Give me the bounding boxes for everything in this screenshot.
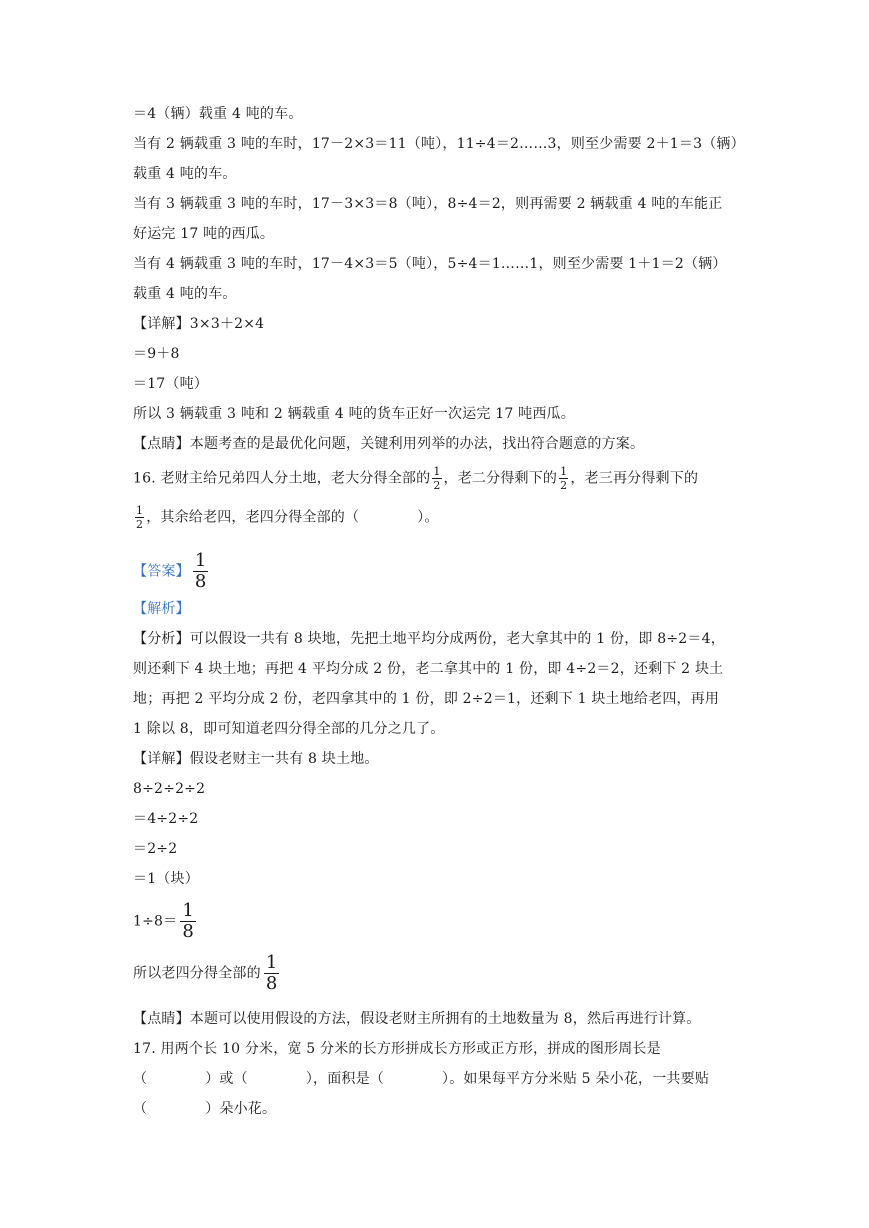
calc-line: ＝4÷2÷2 — [133, 811, 199, 827]
text-line: ＝4（辆）载重 4 吨的车。 — [133, 106, 303, 122]
text-line: 好运完 17 吨的西瓜。 — [133, 226, 275, 242]
analysis-line: 则还剩下 4 块土地；再把 4 平均分成 2 份，老二拿其中的 1 份，即 4÷2＝2，还剩下 2 块土 — [133, 661, 724, 677]
analysis-line: 1 除以 8，即可知道老四分得全部的几分之几了。 — [133, 721, 445, 737]
fraction-one-eighth: $\frac{1}{8}$ — [194, 550, 207, 592]
question-16-line-1 — [133, 466, 698, 491]
question-text: ，其余给老四，老四分得全部的（ — [146, 509, 360, 526]
calc-line: ＝2÷2 — [133, 841, 178, 857]
answer-line — [133, 552, 211, 591]
question-text: ）。 — [417, 509, 439, 526]
analysis-tag: 【解析】 — [133, 601, 190, 617]
calc-line: ＝17（吨） — [133, 376, 209, 392]
answer-tag: 【答案】 — [133, 563, 190, 580]
fraction-one-eighth: $\frac{1}{8}$ — [182, 900, 195, 942]
fraction-one-half: $\frac{1}{2}$ — [136, 504, 144, 531]
fraction-one-eighth: $\frac{1}{8}$ — [265, 952, 278, 994]
fraction-one-half: $\frac{1}{2}$ — [433, 465, 441, 492]
detail-line: 【详解】3×3＋2×4 — [133, 316, 265, 332]
text-line: 当有 3 辆载重 3 吨的车时，17－3×3＝8（吨），8÷4＝2，则再需要 2 辆载重 4 吨的车能正 — [133, 196, 723, 212]
conclusion-line — [133, 954, 282, 993]
text-line: 载重 4 吨的车。 — [133, 286, 237, 302]
question-text: ，老二分得剩下的 — [443, 470, 558, 487]
question-text: ，老三再分得剩下的 — [570, 470, 699, 487]
analysis-line: 地；再把 2 平均分成 2 份，老四拿其中的 1 份，即 2÷2＝1，还剩下 1 块土地给老四，再用 — [133, 691, 720, 707]
conclusion-line: 所以 3 辆载重 3 吨和 2 辆载重 4 吨的货车正好一次运完 17 吨西瓜。 — [133, 406, 575, 422]
text-line: 当有 4 辆载重 3 吨的车时，17－4×3＝5（吨），5÷4＝1……1，则至少需要 1＋1＝2（辆） — [133, 256, 727, 272]
question-17-line-2: （ ）或（ ），面积是（ ）。如果每平方分米贴 5 朵小花，一共要贴 — [133, 1071, 710, 1087]
comment-line: 【点睛】本题考查的是最优化问题，关键利用列举的办法，找出符合题意的方案。 — [133, 436, 645, 452]
detail-line: 【详解】假设老财主一共有 8 块土地。 — [133, 751, 379, 767]
question-16-line-2 — [133, 505, 439, 530]
analysis-line: 【分析】可以假设一共有 8 块地，先把土地平均分成两份，老大拿其中的 1 份，即 8÷2＝4， — [133, 631, 725, 647]
text-line: 当有 2 辆载重 3 吨的车时，17－2×3＝11（吨），11÷4＝2……3，则至少需要 2＋1＝3（辆） — [133, 136, 745, 152]
question-17-line-3: （ ）朵小花。 — [133, 1101, 277, 1117]
calc-line: ＝1（块） — [133, 871, 199, 887]
calc-line: 8÷2÷2÷2 — [133, 781, 206, 797]
fraction-one-half: $\frac{1}{2}$ — [560, 465, 568, 492]
calc-text: 1÷8＝ — [133, 913, 178, 930]
question-17-line-1: 17. 用两个长 10 分米，宽 5 分米的长方形拼成长方形或正方形，拼成的图形周长是 — [133, 1041, 661, 1057]
text-line: 载重 4 吨的车。 — [133, 166, 237, 182]
calc-line: ＝9＋8 — [133, 346, 180, 362]
comment-line: 【点睛】本题可以使用假设的方法，假设老财主所拥有的土地数量为 8，然后再进行计算。 — [133, 1011, 701, 1027]
conclusion-text: 所以老四分得全部的 — [133, 965, 261, 982]
calc-line-fraction — [133, 902, 199, 941]
question-text: 16. 老财主给兄弟四人分土地，老大分得全部的 — [133, 470, 431, 487]
